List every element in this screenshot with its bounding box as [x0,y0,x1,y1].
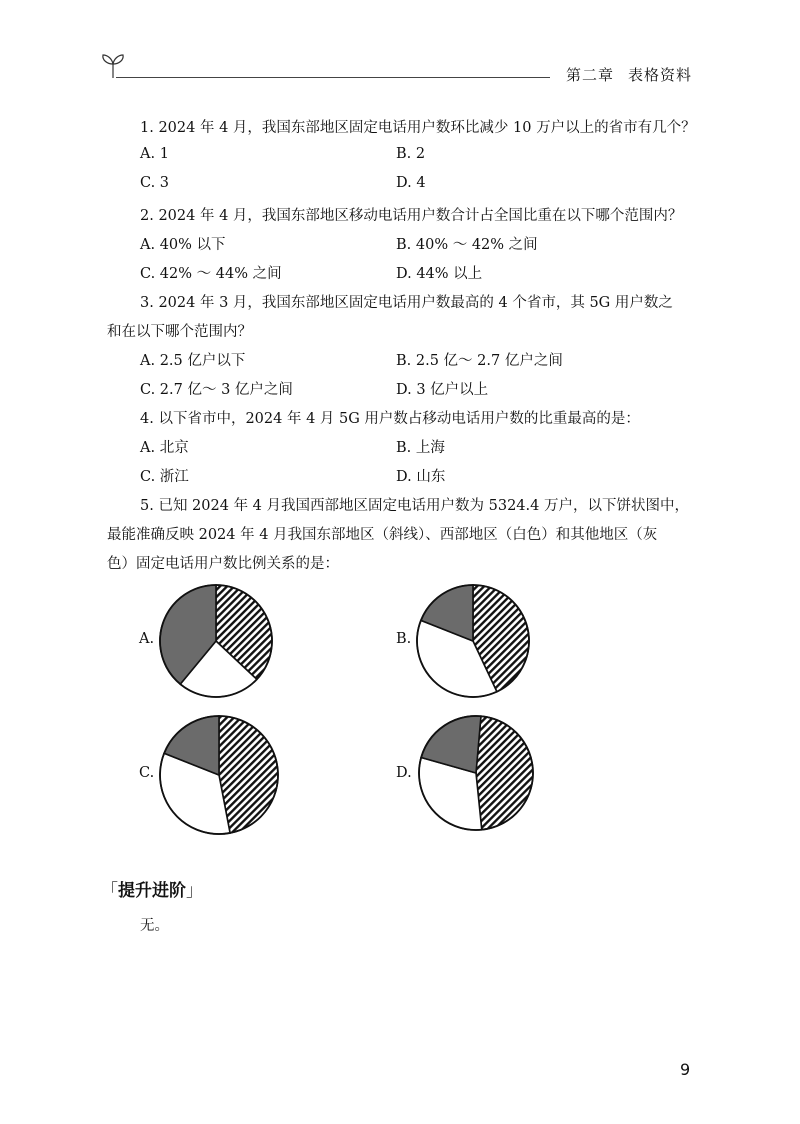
question-2-stem: 2. 2024 年 4 月，我国东部地区移动电话用户数合计占全国比重在以下哪个范围内？ [140,208,683,224]
q4-option-a: A. 北京 [140,440,189,456]
question-5-stem-line1: 5. 已知 2024 年 4 月我国西部地区固定电话用户数为 5324.4 万户，以下饼状图中， [140,498,689,514]
pie-c-label: C. [139,765,155,781]
q4-option-c: C. 浙江 [140,469,189,485]
open-bracket: 「 [101,881,118,901]
page-number: 9 [680,1060,691,1079]
section-title: 提升进阶 [118,881,186,901]
sprout-icon [100,50,126,80]
q3-option-c: C. 2.7 亿～ 3 亿户之间 [140,382,293,398]
q2-option-a: A. 40% 以下 [140,237,226,253]
question-3-stem-line2: 和在以下哪个范围内？ [107,324,252,340]
q1-option-a: A. 1 [140,146,169,162]
q4-option-b: B. 上海 [396,440,445,456]
q3-option-a: A. 2.5 亿户以下 [140,353,246,369]
q2-option-b: B. 40% ～ 42% 之间 [396,237,538,253]
section-body: 无。 [140,918,169,934]
q2-option-c: C. 42% ～ 44% 之间 [140,266,282,282]
chapter-title: 表格资料 [627,66,692,84]
section-heading [101,876,203,901]
q3-option-d: D. 3 亿户以上 [396,382,489,398]
pie-b-label: B. [396,631,412,647]
close-bracket: 」 [186,881,203,901]
pie-c-slice-hatched [219,716,278,833]
pie-d-slice-hatched [476,716,533,829]
q1-option-b: B. 2 [396,146,426,162]
question-5-stem-line2: 最能准确反映 2024 年 4 月我国东部地区（斜线）、西部地区（白色）和其他地区（灰 [107,527,658,543]
q1-option-c: C. 3 [140,175,170,191]
q2-option-d: D. 44% 以上 [396,266,483,282]
chapter-label: 第二章 [565,66,614,84]
pie-chart-b [415,583,531,699]
pie-d-label: D. [396,765,412,781]
pie-chart-c [158,714,280,836]
running-head [552,64,692,85]
q1-option-d: D. 4 [396,175,426,191]
q4-option-d: D. 山东 [396,469,446,485]
pie-chart-a [158,583,274,699]
pie-a-label: A. [139,631,155,647]
question-1-stem: 1. 2024 年 4 月，我国东部地区固定电话用户数环比减少 10 万户以上的省市有几个？ [140,120,696,136]
pie-chart-d [417,714,535,832]
question-4-stem: 4. 以下省市中，2024 年 4 月 5G 用户数占移动电话用户数的比重最高的是： [140,411,640,427]
question-5-stem-line3: 色）固定电话用户数比例关系的是： [107,556,339,572]
q3-option-b: B. 2.5 亿～ 2.7 亿户之间 [396,353,563,369]
question-3-stem-line1: 3. 2024 年 3 月，我国东部地区固定电话用户数最高的 4 个省市，其 5G 用户数之 [140,295,673,311]
page-header [100,50,700,90]
header-rule [116,77,550,78]
